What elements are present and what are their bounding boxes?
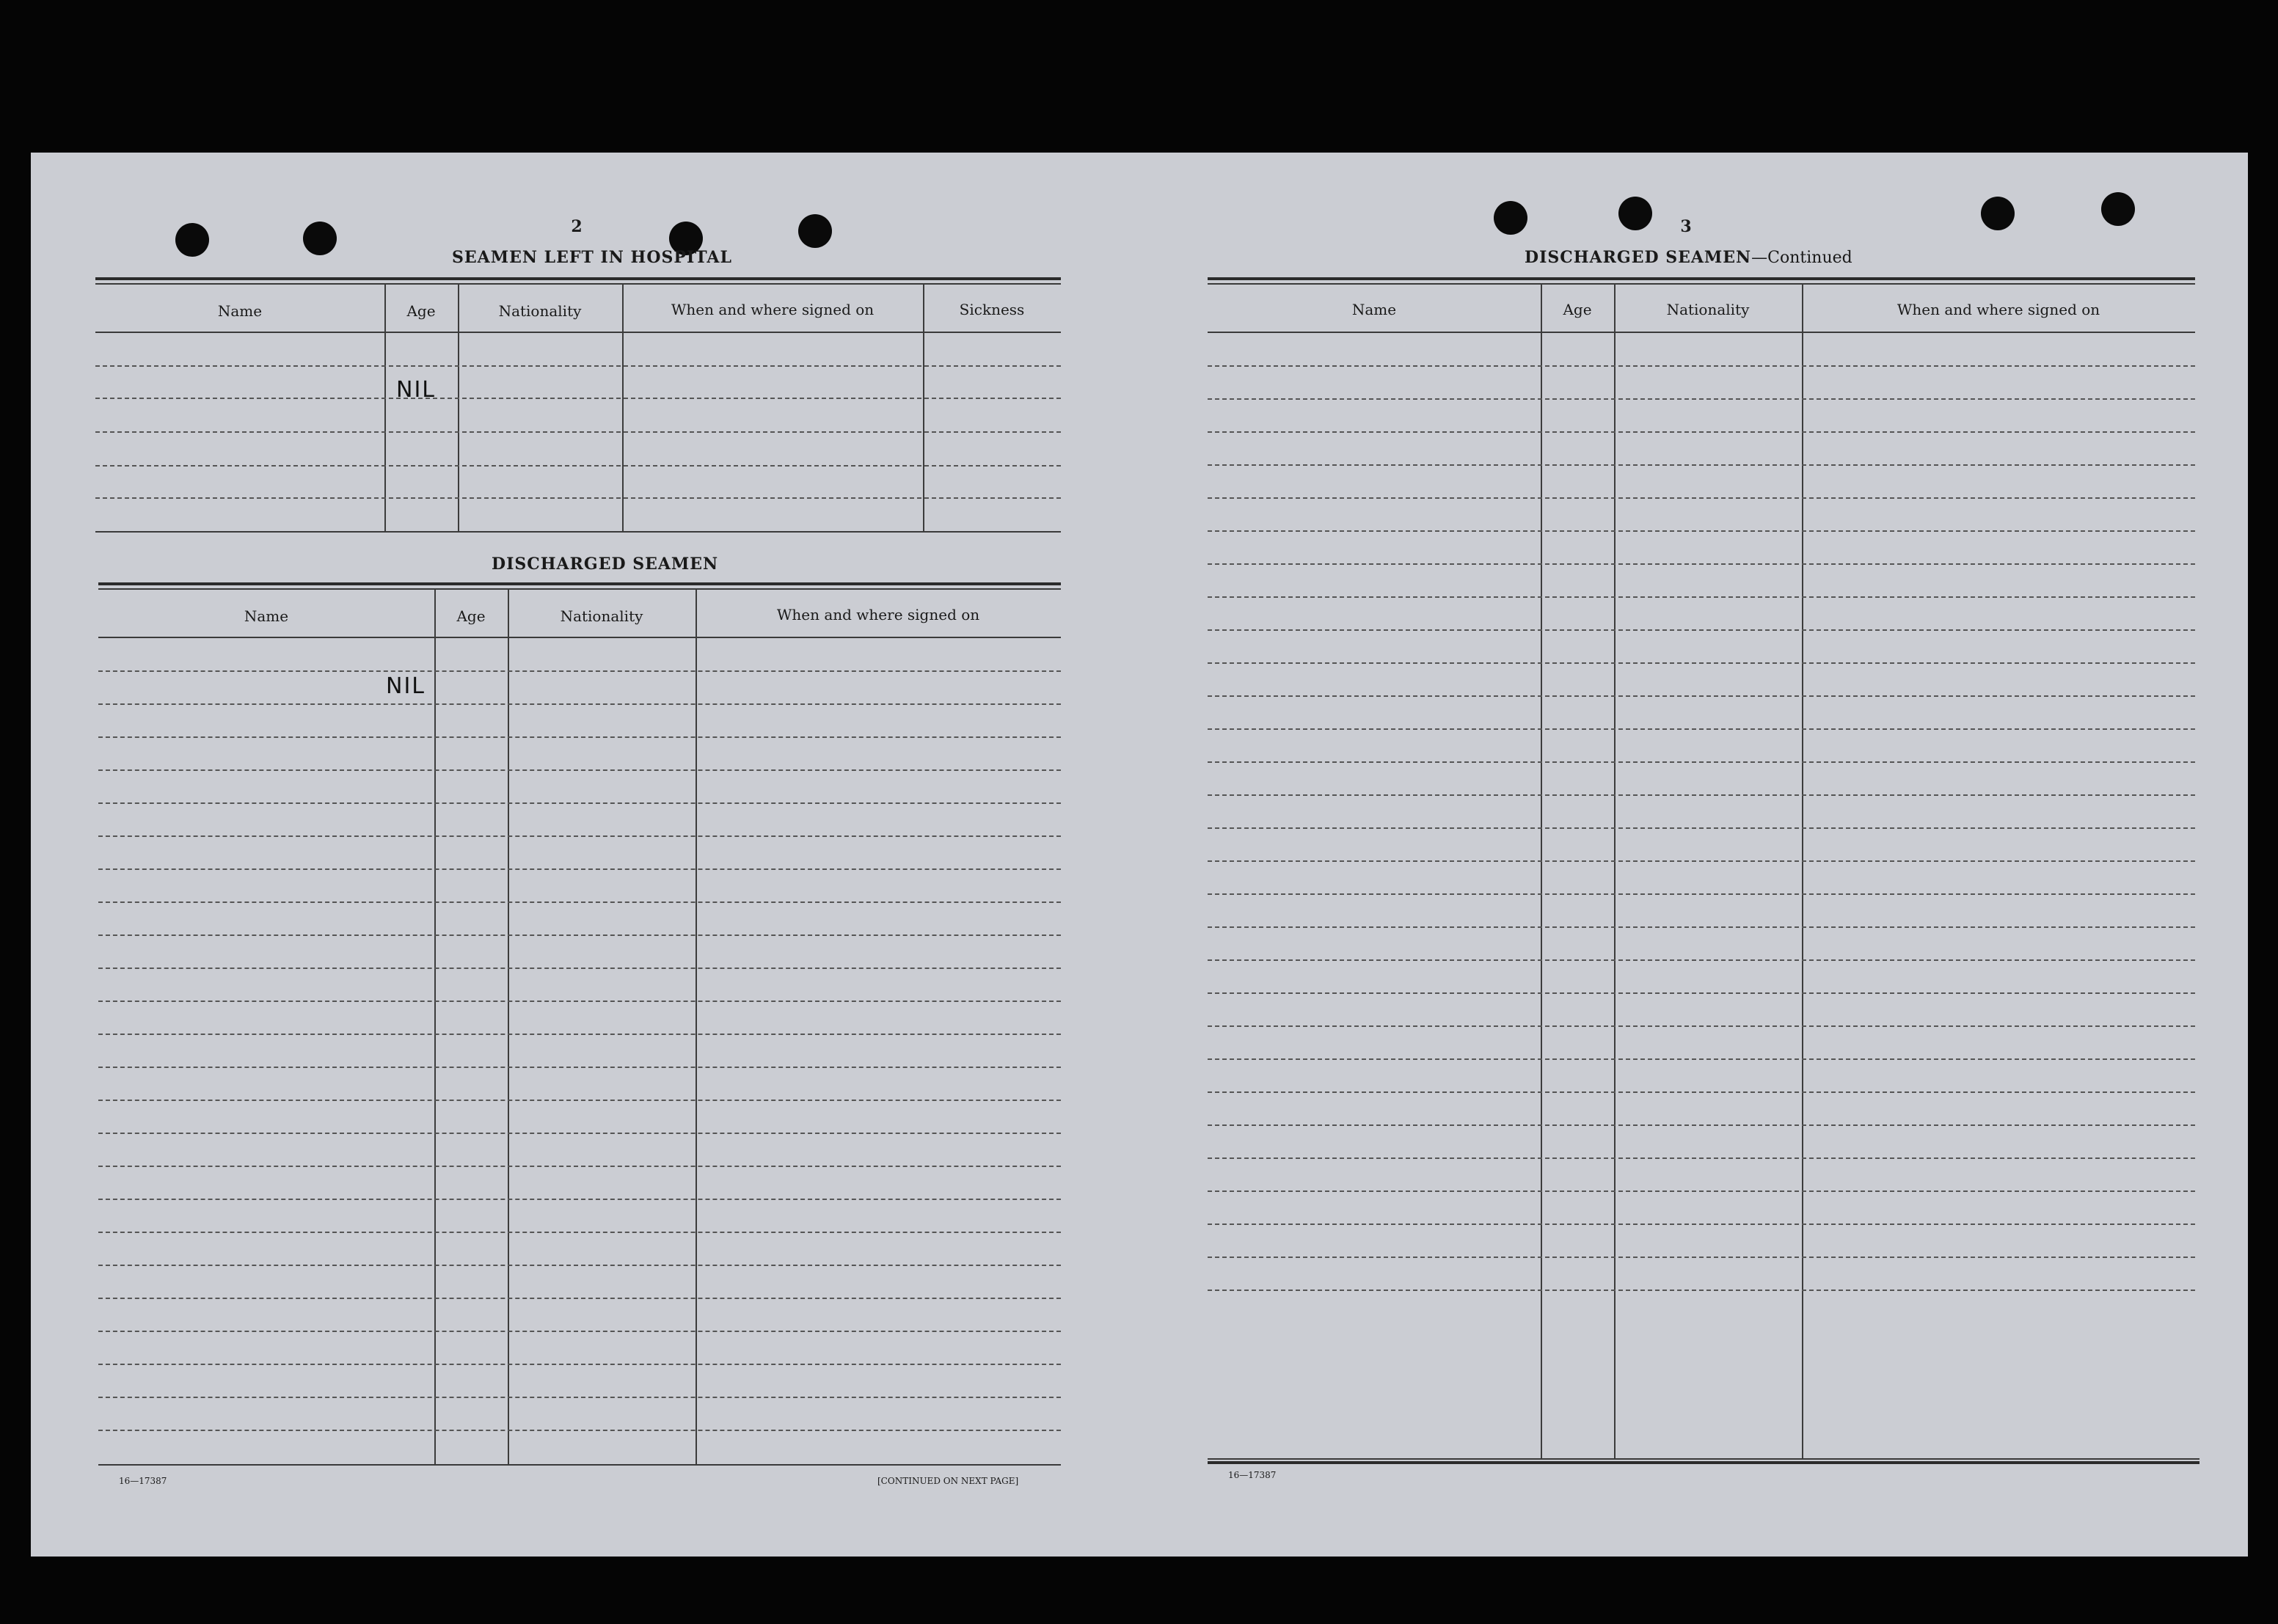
handwritten-nil-entry: NIL — [386, 673, 426, 699]
continued-on-next-page-note: [CONTINUED ON NEXT PAGE] — [877, 1476, 1019, 1486]
column-header-name: Name — [244, 607, 289, 625]
discharged-table — [98, 582, 1061, 1624]
punch-hole — [1618, 197, 1652, 230]
discharged-continued-table — [1208, 277, 2195, 1319]
punch-hole — [798, 214, 832, 248]
punch-hole — [2101, 192, 2135, 226]
column-header-sickness: Sickness — [959, 301, 1025, 318]
column-header-age: Age — [456, 607, 486, 625]
discharged-continued-table-bottom-rule — [1208, 1458, 2199, 1466]
column-header-age: Age — [406, 302, 436, 320]
discharged-continued-title — [1525, 248, 1852, 267]
form-number-right: 16—17387 — [1228, 1470, 1277, 1480]
document-paper — [31, 153, 2248, 1557]
form-number-left: 16—17387 — [119, 1476, 167, 1486]
handwritten-nil-entry: NIL — [396, 377, 437, 403]
column-header-name: Name — [1351, 301, 1397, 318]
page-number-left: 2 — [571, 217, 583, 236]
column-header-age: Age — [1563, 301, 1592, 318]
column-header-name: Name — [217, 302, 263, 320]
punch-hole — [303, 222, 337, 255]
hospital-section-title: SEAMEN LEFT IN HOSPITAL — [452, 248, 732, 267]
punch-hole — [175, 223, 209, 257]
page-number-right: 3 — [1680, 217, 1692, 236]
punch-hole — [1494, 201, 1527, 235]
discharged-section-title: DISCHARGED SEAMEN — [492, 555, 719, 574]
title-main: DISCHARGED SEAMEN — [1525, 248, 1752, 267]
column-header-nationality: Nationality — [560, 607, 643, 625]
column-header-signed-on: When and where signed on — [671, 301, 875, 318]
column-header-nationality: Nationality — [1666, 301, 1750, 318]
column-header-signed-on: When and where signed on — [1896, 301, 2100, 318]
title-suffix: —Continued — [1751, 249, 1852, 267]
punch-hole — [1981, 197, 2015, 230]
column-header-signed-on: When and where signed on — [776, 606, 980, 623]
column-header-nationality: Nationality — [498, 302, 582, 320]
hospital-table — [95, 277, 1061, 541]
